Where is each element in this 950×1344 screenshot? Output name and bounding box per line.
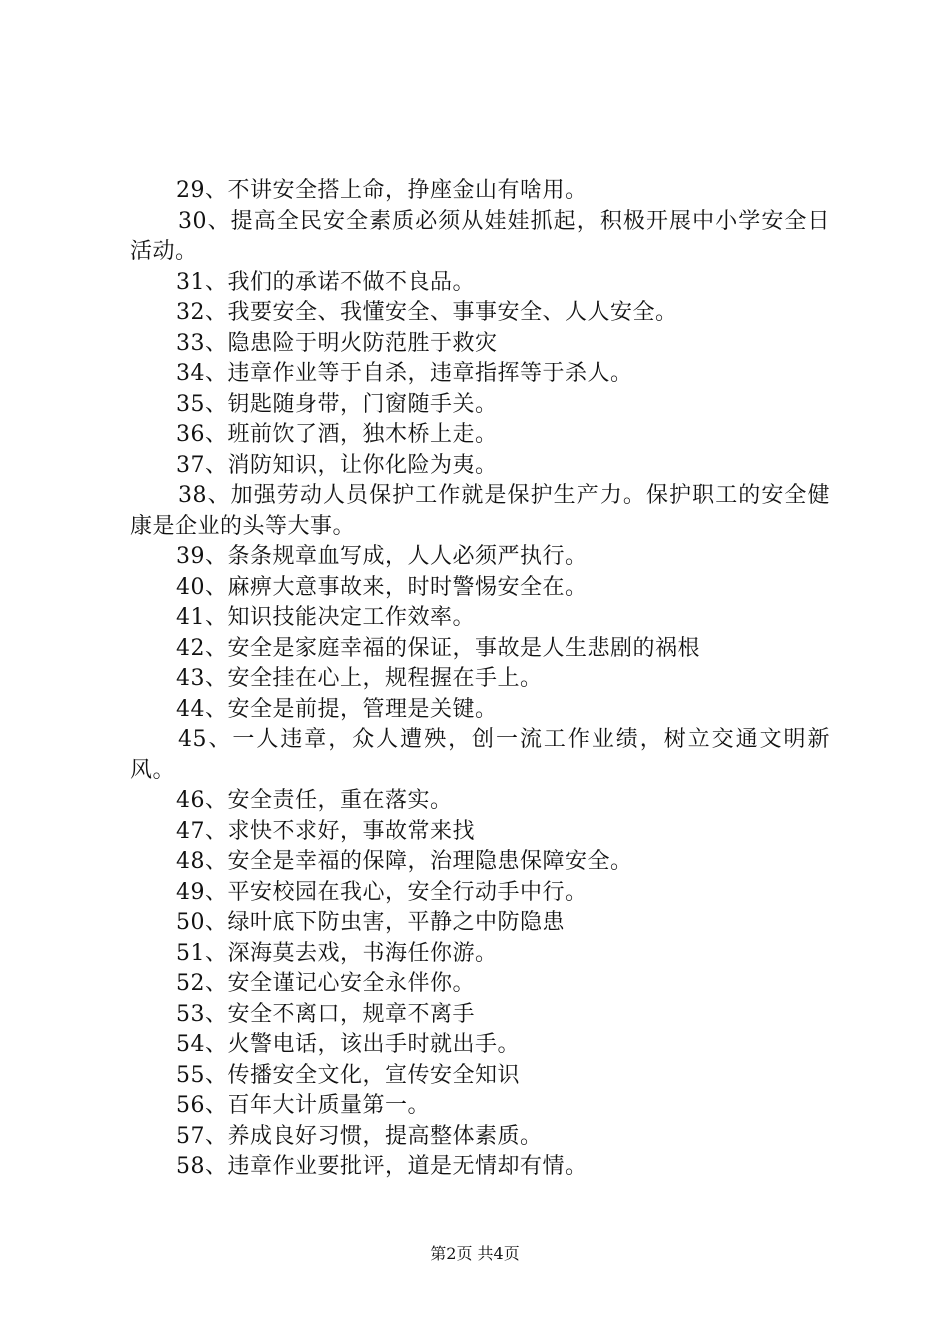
slogan-line: 41、知识技能决定工作效率。 [176, 605, 475, 630]
slogan-line: 38、加强劳动人员保护工作就是保护生产力。保护职工的安全健康是企业的头等大事。 [130, 483, 830, 539]
slogan-line: 31、我们的承诺不做不良品。 [176, 269, 475, 295]
document-body [130, 176, 830, 1183]
slogan-line: 47、求快不求好，事故常来找 [176, 818, 475, 844]
slogan-line: 50、绿叶底下防虫害，平静之中防隐患 [176, 910, 565, 935]
slogan-line: 48、安全是幸福的保障，治理隐患保障安全。 [176, 849, 633, 874]
slogan-line: 53、安全不离口，规章不离手 [176, 1001, 475, 1027]
slogan-line: 29、不讲安全搭上命，挣座金山有啥用。 [176, 178, 588, 203]
slogan-line: 36、班前饮了酒，独木桥上走。 [176, 422, 498, 447]
slogan-line: 56、百年大计质量第一。 [176, 1093, 430, 1118]
slogan-line: 55、传播安全文化，宣传安全知识 [176, 1062, 520, 1088]
slogan-line: 52、安全谨记心安全永伴你。 [176, 971, 475, 996]
slogan-line: 46、安全责任，重在落实。 [176, 788, 453, 813]
slogan-line: 32、我要安全、我懂安全、事事安全、人人安全。 [176, 300, 678, 325]
slogan-line: 49、平安校园在我心，安全行动手中行。 [176, 879, 588, 905]
slogan-line: 35、钥匙随身带，门窗随手关。 [176, 391, 498, 417]
page-footer: 第2页 共4页 [430, 1244, 520, 1263]
slogan-line: 40、麻痹大意事故来，时时警惕安全在。 [176, 574, 588, 600]
slogan-line: 51、深海莫去戏，书海任你游。 [176, 940, 498, 966]
slogan-line: 33、隐患险于明火防范胜于救灾 [176, 330, 498, 356]
slogan-line: 30、提高全民安全素质必须从娃娃抓起，积极开展中小学安全日活动。 [130, 208, 830, 264]
slogan-line: 44、安全是前提，管理是关键。 [176, 696, 498, 722]
slogan-line: 54、火警电话，该出手时就出手。 [176, 1032, 520, 1057]
slogan-line: 39、条条规章血写成，人人必须严执行。 [176, 544, 588, 569]
slogan-line: 34、违章作业等于自杀，违章指挥等于杀人。 [176, 361, 633, 386]
slogan-line: 45、一人违章，众人遭殃，创一流工作业绩，树立交通文明新风。 [130, 727, 830, 783]
slogan-line: 43、安全挂在心上，规程握在手上。 [176, 666, 543, 691]
slogan-line: 57、养成良好习惯，提高整体素质。 [176, 1123, 543, 1149]
slogan-line: 42、安全是家庭幸福的保证，事故是人生悲剧的祸根 [176, 635, 700, 661]
slogan-line: 58、违章作业要批评，道是无情却有情。 [176, 1154, 588, 1179]
slogan-line: 37、消防知识，让你化险为夷。 [176, 452, 498, 478]
